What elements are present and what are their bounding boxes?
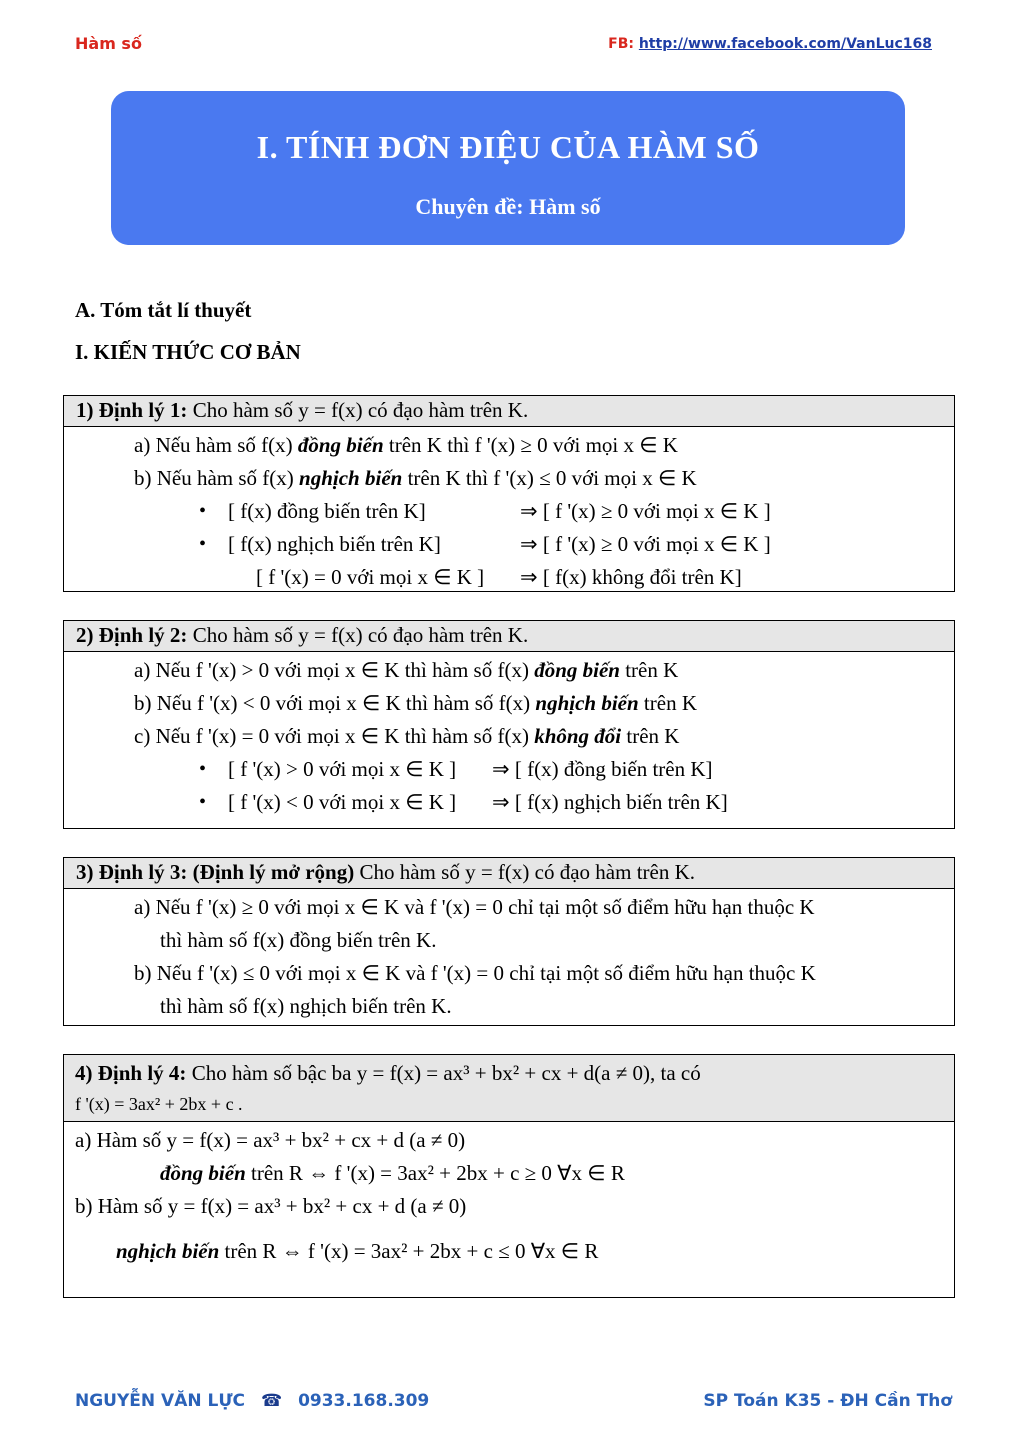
item-emphasis: đồng biến [297, 433, 384, 457]
item-text: trên K [621, 724, 680, 748]
item-text: c) Nếu f '(x) = 0 với mọi x ∈ K thì hàm số f(x) [134, 724, 535, 748]
theorem-2-bullet-2 [64, 786, 954, 819]
theorem-4-box [63, 1054, 955, 1298]
phone-icon: ☎ [260, 1391, 283, 1411]
item-emphasis: nghịch biến [116, 1239, 220, 1263]
bullet-left: [ f(x) nghịch biến trên K] [228, 532, 441, 556]
page-title: I. TÍNH ĐƠN ĐIỆU CỦA HÀM SỐ [256, 129, 760, 165]
theorem-3-statement: Cho hàm số y = f(x) có đạo hàm trên K. [354, 860, 696, 884]
bullet-right: ⇒ [ f(x) không đổi trên K] [520, 565, 742, 589]
theorem-1-bullet-2 [64, 528, 954, 561]
theorem-4-item-a-line-2 [64, 1157, 954, 1190]
bullet-left: [ f(x) đồng biến trên K] [228, 499, 426, 523]
theorem-2-box [63, 620, 955, 829]
theorem-2-item-c [64, 720, 954, 753]
item-text: a) Nếu hàm số f(x) [134, 433, 298, 457]
theorem-1-bullet-1 [64, 495, 954, 528]
theorem-1-item-a [64, 429, 954, 462]
item-text: trên K thì f '(x) ≤ 0 với mọi x ∈ K [402, 466, 697, 490]
item-emphasis: đồng biến [534, 658, 620, 682]
author-name: NGUYỄN VĂN LỰC [75, 1391, 246, 1411]
item-emphasis: không đổi [534, 724, 622, 748]
item-emphasis: nghịch biến [299, 466, 403, 490]
theorem-3-header [64, 858, 954, 889]
theorem-4-label: 4) Định lý 4: [75, 1061, 187, 1085]
section-a-heading: A. Tóm tắt lí thuyết [75, 298, 252, 322]
theorem-4-derivative: f '(x) = 3ax² + 2bx + c . [75, 1094, 243, 1114]
theorem-4-header [64, 1055, 954, 1122]
theorem-2-label: 2) Định lý 2: [76, 623, 188, 647]
footer-affiliation: SP Toán K35 - ĐH Cần Thơ [703, 1391, 952, 1411]
item-emphasis: nghịch biến [535, 691, 639, 715]
theorem-4-item-b-line-1: b) Hàm số y = f(x) = ax³ + bx² + cx + d (a ≠ 0) [75, 1194, 467, 1218]
theorem-2-item-b [64, 687, 954, 720]
header-topic: Hàm số [75, 34, 142, 53]
bullet-right: ⇒ [ f(x) nghịch biến trên K] [492, 790, 728, 814]
item-text: b) Nếu hàm số f(x) [134, 466, 300, 490]
theorem-4-item-a-line-1: a) Hàm số y = f(x) = ax³ + bx² + cx + d (a ≠ 0) [75, 1128, 466, 1152]
fb-label: FB: [608, 36, 634, 52]
item-emphasis: đồng biến [160, 1161, 246, 1185]
bullet-left: [ f '(x) > 0 với mọi x ∈ K ] [228, 757, 457, 781]
item-text: trên K [638, 691, 697, 715]
bullet-right: ⇒ [ f '(x) ≥ 0 với mọi x ∈ K ] [520, 532, 771, 556]
section-i-heading: I. KIẾN THỨC CƠ BẢN [75, 340, 301, 364]
theorem-3-box [63, 857, 955, 1026]
phone-number: 0933.168.309 [298, 1391, 430, 1411]
theorem-3-item-a-line-2: thì hàm số f(x) đồng biến trên K. [160, 928, 437, 952]
footer-author [75, 1391, 429, 1411]
theorem-1-header [64, 396, 954, 427]
page-subtitle: Chuyên đề: Hàm số [415, 194, 601, 219]
fb-link[interactable]: http://www.facebook.com/VanLuc168 [638, 36, 932, 52]
title-banner [111, 91, 905, 245]
theorem-2-bullet-1 [64, 753, 954, 786]
theorem-1-label: 1) Định lý 1: [76, 398, 188, 422]
theorem-1-box [63, 395, 955, 592]
bullet-right: ⇒ [ f(x) đồng biến trên K] [492, 757, 713, 781]
theorem-3-label: 3) Định lý 3: (Định lý mở rộng) [76, 860, 355, 884]
bullet-right: ⇒ [ f '(x) ≥ 0 với mọi x ∈ K ] [520, 499, 771, 523]
theorem-1-item-b [64, 462, 954, 495]
theorem-4-item-b-line-2 [64, 1235, 954, 1268]
theorem-3-item-a-line-1: a) Nếu f '(x) ≥ 0 với mọi x ∈ K và f '(x) = 0 chỉ tại một số điểm hữu hạn thuộc K [134, 895, 815, 919]
theorem-3-item-b-line-2: thì hàm số f(x) nghịch biến trên K. [160, 994, 452, 1018]
theorem-3-item-b-line-1: b) Nếu f '(x) ≤ 0 với mọi x ∈ K và f '(x) = 0 chỉ tại một số điểm hữu hạn thuộc K [134, 961, 816, 985]
theorem-1-line-3 [64, 561, 954, 594]
theorem-2-statement: Cho hàm số y = f(x) có đạo hàm trên K. [187, 623, 529, 647]
theorem-1-statement: Cho hàm số y = f(x) có đạo hàm trên K. [187, 398, 529, 422]
theorem-4-statement: Cho hàm số bậc ba y = f(x) = ax³ + bx² + cx + d(a ≠ 0), ta có [186, 1061, 701, 1085]
theorem-2-header [64, 621, 954, 652]
item-text: trên R ⇔ f '(x) = 3ax² + 2bx + c ≥ 0 ∀x ∈ R [245, 1161, 625, 1185]
item-text: trên K [619, 658, 679, 682]
item-text: b) Nếu f '(x) < 0 với mọi x ∈ K thì hàm số f(x) [134, 691, 536, 715]
bullet-left: [ f '(x) < 0 với mọi x ∈ K ] [228, 790, 457, 814]
item-text: trên R ⇔ f '(x) = 3ax² + 2bx + c ≤ 0 ∀x ∈ R [219, 1239, 599, 1263]
item-text: trên K thì f '(x) ≥ 0 với mọi x ∈ K [383, 433, 678, 457]
theorem-2-item-a [64, 654, 954, 687]
item-text: a) Nếu f '(x) > 0 với mọi x ∈ K thì hàm số f(x) [134, 658, 535, 682]
header-facebook [608, 36, 932, 52]
bullet-left: [ f '(x) = 0 với mọi x ∈ K ] [256, 565, 485, 589]
